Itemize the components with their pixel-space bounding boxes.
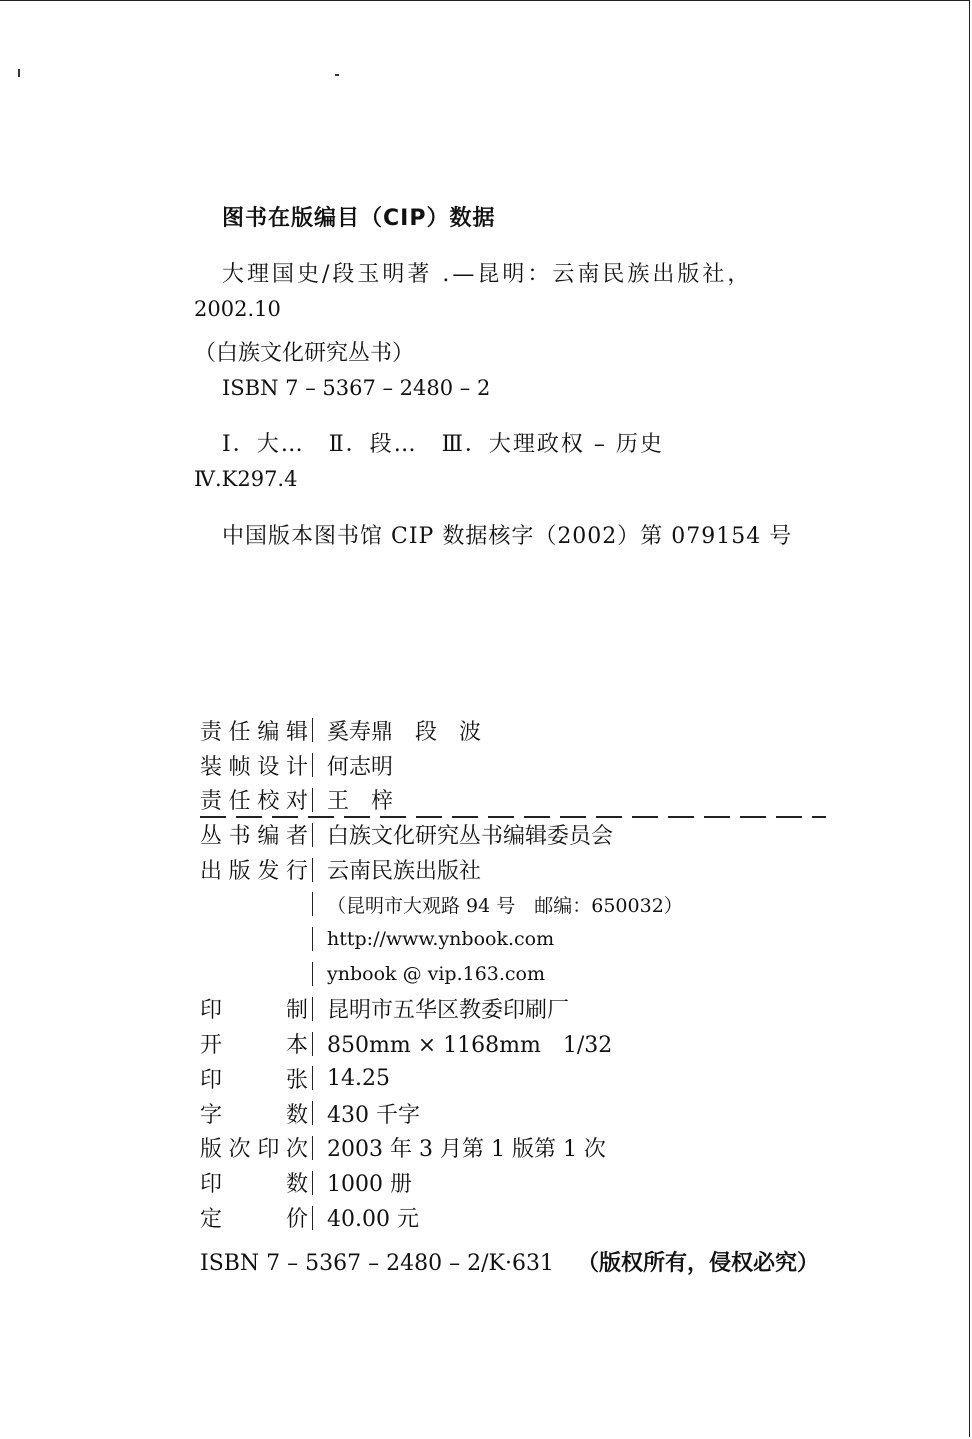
info-label-char: 编 (257, 824, 280, 850)
info-label-char: 辑 (285, 719, 308, 745)
info-label (200, 993, 308, 1024)
info-row (200, 922, 840, 957)
info-label-char: 价 (285, 1207, 308, 1233)
info-label-char: 校 (257, 789, 280, 815)
info-row (200, 991, 840, 1026)
info-row (200, 1096, 840, 1131)
info-divider (312, 718, 313, 742)
info-label-char: 印 (200, 1172, 223, 1198)
info-label-char: 责 (200, 789, 223, 815)
cip-line: 中国版本图书馆 CIP 数据核字（2002）第 079154 号 (222, 524, 793, 549)
cip-title: 图书在版编目（CIP）数据 (222, 206, 496, 231)
footer-isbn (200, 1246, 819, 1277)
info-label-char: 字 (200, 1102, 223, 1128)
info-value: 云南民族出版社 (327, 859, 482, 885)
info-label (200, 819, 308, 850)
info-label-char: 编 (257, 719, 280, 745)
info-value: （昆明市大观路 94 号 邮编：650032） (327, 894, 683, 917)
info-label-char: 制 (285, 998, 308, 1024)
info-label-char: 设 (257, 754, 280, 780)
info-label-char: 书 (228, 824, 251, 850)
cip-line: Ⅳ.K297.4 (194, 467, 298, 491)
info-label-char: 开 (200, 1033, 223, 1059)
cip-line: Ⅰ．大… Ⅱ．段… Ⅲ．大理政权 – 历史 (222, 432, 664, 457)
info-label (200, 1028, 308, 1059)
dashed-separator (200, 816, 826, 818)
info-divider (312, 753, 313, 777)
info-label-char: 本 (285, 1033, 308, 1059)
info-row (200, 1131, 840, 1166)
info-label (200, 1098, 308, 1129)
cip-line: ISBN 7 – 5367 – 2480 – 2 (222, 376, 491, 400)
info-label-char: 印 (200, 998, 223, 1024)
info-value: 1000 册 (327, 1172, 412, 1198)
info-label-char: 任 (228, 719, 251, 745)
info-value: 430 千字 (327, 1102, 420, 1128)
info-label-char: 数 (285, 1102, 308, 1128)
info-label-char: 数 (285, 1172, 308, 1198)
publication-info (200, 713, 840, 1235)
info-value: 何志明 (327, 754, 394, 780)
info-value: 昆明市五华区教委印刷厂 (327, 998, 570, 1024)
info-value: 奚寿鼎 段 波 (327, 719, 482, 745)
info-value: 2003 年 3 月第 1 版第 1 次 (327, 1137, 606, 1163)
info-divider (312, 823, 313, 847)
info-label-char: 定 (200, 1207, 223, 1233)
info-label (200, 1202, 308, 1233)
info-row (200, 713, 840, 748)
info-label-char: 对 (285, 789, 308, 815)
info-row (200, 1061, 840, 1096)
info-label-char: 帧 (228, 754, 251, 780)
info-value: 850mm × 1168mm 1/32 (327, 1033, 613, 1059)
info-divider (312, 858, 313, 882)
info-label-char: 张 (285, 1067, 308, 1093)
info-value: 王 梓 (327, 789, 394, 815)
info-value: 白族文化研究丛书编辑委员会 (327, 824, 614, 850)
info-divider (312, 1032, 313, 1056)
info-value: http://www.ynbook.com (327, 928, 555, 951)
cip-line: 2002.10 (194, 297, 281, 321)
info-divider (312, 962, 313, 986)
info-row (200, 783, 840, 818)
info-label (200, 1167, 308, 1198)
info-value: 40.00 元 (327, 1207, 419, 1233)
info-label-char: 版 (228, 859, 251, 885)
info-label-char: 版 (200, 1137, 223, 1163)
cip-line: 大理国史/段玉明著 .—昆明：云南民族出版社， (222, 262, 753, 287)
info-row (200, 1200, 840, 1235)
isbn-text: ISBN 7 – 5367 – 2480 – 2/K·631 (200, 1251, 554, 1276)
info-label-char: 任 (228, 789, 251, 815)
info-label-char: 印 (257, 1137, 280, 1163)
info-label-char: 印 (200, 1067, 223, 1093)
info-label-char: 丛 (200, 824, 223, 850)
info-value: 14.25 (327, 1065, 390, 1091)
scan-mark (335, 74, 339, 76)
info-divider (312, 1206, 313, 1230)
scan-mark (18, 69, 20, 77)
info-label-char: 责 (200, 719, 223, 745)
info-label-char: 行 (285, 859, 308, 885)
info-divider (312, 788, 313, 812)
info-divider (312, 927, 313, 951)
info-label (200, 750, 308, 781)
info-label-char: 出 (200, 859, 223, 885)
info-label (200, 854, 308, 885)
info-row (200, 957, 840, 992)
info-label-char: 次 (285, 1137, 308, 1163)
info-label (200, 1063, 308, 1094)
info-label-char: 次 (228, 1137, 251, 1163)
info-label (200, 715, 308, 746)
info-divider (312, 1066, 313, 1090)
info-row (200, 748, 840, 783)
info-row (200, 1026, 840, 1061)
info-divider (312, 1136, 313, 1160)
info-row (200, 1165, 840, 1200)
info-divider (312, 1171, 313, 1195)
info-label-char: 者 (285, 824, 308, 850)
info-divider (312, 892, 313, 916)
copyright-notice: （版权所有，侵权必究） (576, 1251, 819, 1276)
info-divider (312, 1101, 313, 1125)
info-label-char: 发 (257, 859, 280, 885)
cip-line: （白族文化研究丛书） (194, 341, 415, 366)
info-label (200, 784, 308, 815)
info-value: ynbook @ vip.163.com (327, 962, 546, 985)
info-row (200, 887, 840, 922)
info-row (200, 852, 840, 887)
info-row (200, 817, 840, 852)
info-divider (312, 997, 313, 1021)
info-label-char: 装 (200, 754, 223, 780)
info-label-char: 计 (285, 754, 308, 780)
info-label (200, 1132, 308, 1163)
